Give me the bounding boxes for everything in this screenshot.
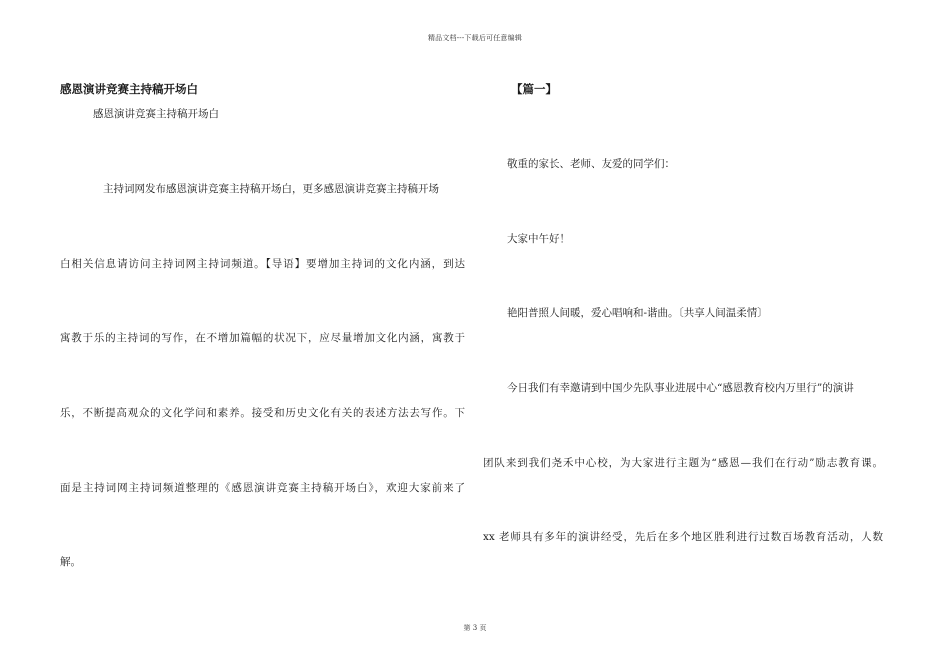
paragraph-line: 乐，不断提高观众的文化学问和素养。接受和历史文化有关的表述方法去写作。下 [60,407,465,419]
paragraph-line: 团队来到我们尧禾中心校，为大家进行主题为“感恩—我们在行动”励志教育课。 [483,457,883,469]
poem-line: 艳阳普照人间暖，爱心唱响和-谐曲。〔共享人间温柔情〕 [507,307,768,319]
greeting-line: 敬重的家长、老师、友爱的同学们： [507,158,675,170]
paragraph-line: 解。 [60,556,81,568]
hello-line: 大家中午好！ [507,233,570,245]
paragraph-line: 主持词网发布感恩演讲竞赛主持稿开场白，更多感恩演讲竞赛主持稿开场 [103,183,439,195]
paragraph-line: 寓教于乐的主持词的写作，在不增加篇幅的状况下，应尽量增加文化内涵，寓教于 [60,332,465,344]
document-subtitle: 感恩演讲竞赛主持稿开场白 [93,108,219,120]
page-header: 精品文档---下载后可任意编辑 [427,34,523,42]
paragraph-line: 白相关信息请访问主持词网主持词频道。【导语】要增加主持词的文化内涵，到达 [60,258,465,270]
page-number: 第 3 页 [463,624,487,632]
paragraph-line: 面是主持词网主持词频道整理的《感恩演讲竞赛主持稿开场白》，欢迎大家前来了 [60,482,465,494]
section-heading: 【篇一】 [511,82,557,96]
document-title: 感恩演讲竞赛主持稿开场白 [60,82,198,96]
paragraph-line: xx 老师具有多年的演讲经受，先后在多个地区胜利进行过数百场教育活动，人数 [483,531,883,543]
paragraph-line: 今日我们有幸邀请到中国少先队事业进展中心“感恩教育校内万里行”的演讲 [507,382,854,394]
